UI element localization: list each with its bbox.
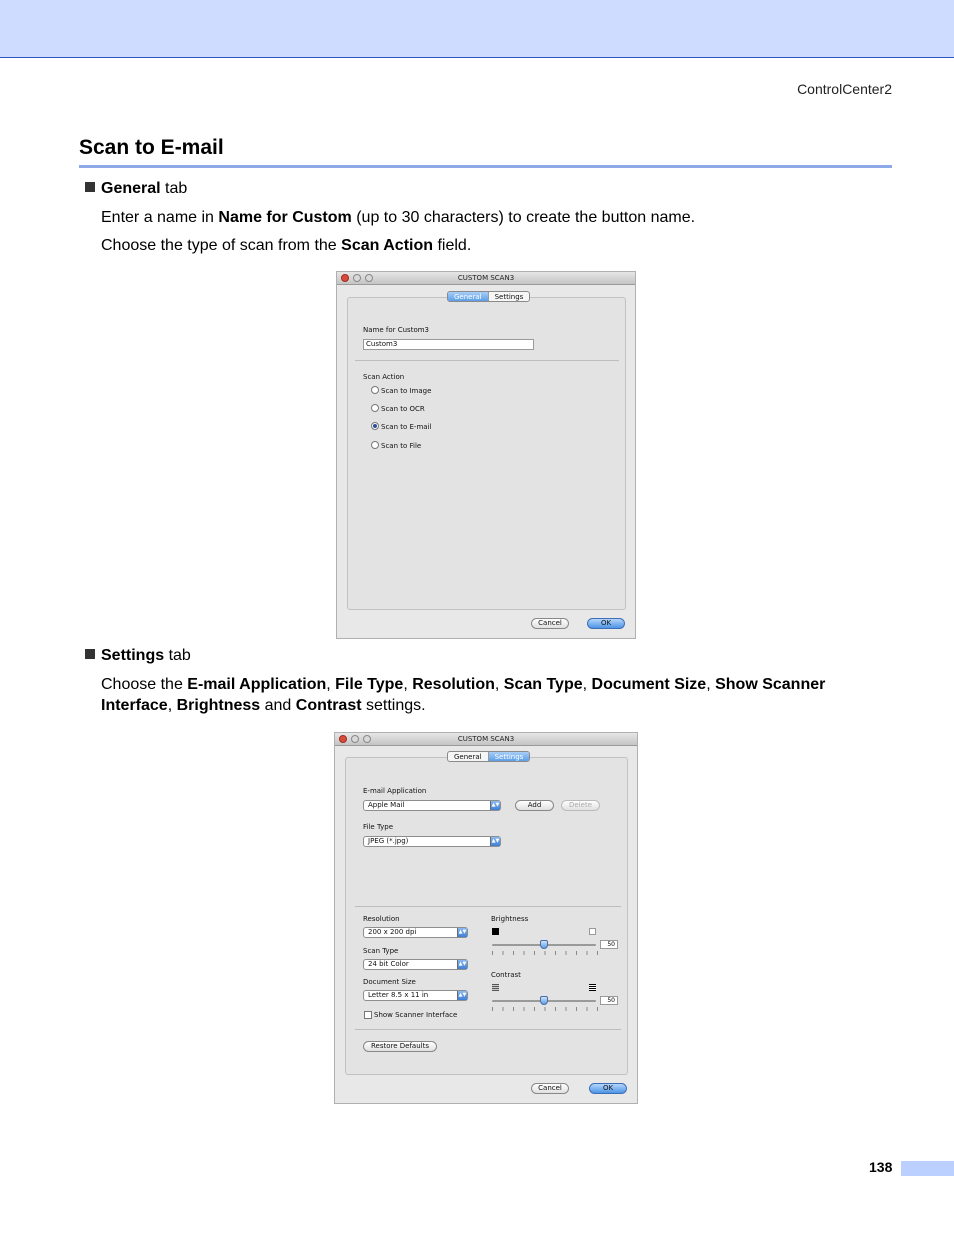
text: , [582, 676, 592, 693]
section-rule [79, 165, 892, 168]
ok-button[interactable]: OK [589, 1083, 627, 1094]
text: , [403, 676, 413, 693]
general-para-2 [101, 235, 471, 256]
bold-text: Document Size [591, 676, 707, 693]
brightness-slider-knob[interactable] [540, 940, 548, 949]
text: field. [433, 237, 472, 254]
text: , [167, 697, 177, 714]
delete-button[interactable]: Delete [561, 800, 600, 811]
resolution-popup[interactable] [363, 927, 468, 938]
radio-scan-to-image[interactable] [371, 386, 379, 394]
popup-value: Apple Mail [368, 801, 405, 809]
popup-arrows-icon: ▲▼ [491, 838, 500, 844]
popup-value: Letter 8.5 x 11 in [368, 991, 429, 999]
dialog-title: CUSTOM SCAN3 [457, 274, 515, 282]
page-number: 138 [869, 1159, 893, 1175]
text: settings. [361, 697, 426, 714]
tab-general[interactable]: General [448, 292, 488, 301]
settings-para [101, 674, 891, 716]
name-for-custom-label: Name for Custom3 [363, 326, 429, 334]
running-header: ControlCenter2 [797, 81, 892, 97]
bold-text: Scan Action [341, 237, 434, 254]
scan-type-popup[interactable] [363, 959, 468, 970]
popup-value: 200 x 200 dpi [368, 928, 417, 936]
scan-action-label: Scan Action [363, 373, 405, 381]
dialog-tabs [447, 751, 530, 762]
bold-text: Scan Type [503, 676, 583, 693]
text: Enter a name in [101, 209, 219, 226]
divider [355, 1029, 621, 1030]
popup-arrows-icon: ▲▼ [458, 961, 467, 967]
text: , [706, 676, 716, 693]
slider-ticks [492, 1007, 598, 1011]
popup-arrows-icon: ▲▼ [458, 992, 467, 998]
tab-settings[interactable]: Settings [488, 752, 530, 761]
page-tab-marker [901, 1161, 954, 1176]
scan-type-label: Scan Type [363, 947, 399, 955]
popup-value: JPEG (*.jpg) [368, 837, 409, 845]
contrast-value[interactable]: 50 [600, 996, 618, 1005]
top-header-band [0, 0, 954, 58]
tab-settings[interactable]: Settings [488, 292, 530, 301]
section-title: Scan to E-mail [79, 136, 224, 159]
text: (up to 30 characters) to create the button name. [351, 209, 696, 226]
general-para-1 [101, 207, 695, 228]
bold-text: Contrast [295, 697, 362, 714]
text: , [494, 676, 504, 693]
file-type-popup[interactable] [363, 836, 501, 847]
file-type-label: File Type [363, 823, 394, 831]
add-button[interactable]: Add [515, 800, 554, 811]
radio-scan-to-ocr[interactable] [371, 404, 379, 412]
tab-general[interactable]: General [454, 753, 482, 761]
brightness-light-icon [589, 928, 596, 935]
dialog-titlebar [337, 272, 635, 285]
general-tab-bullet [85, 180, 187, 198]
bullet-square-icon [85, 649, 95, 659]
text: Choose the type of scan from the [101, 237, 342, 254]
email-application-popup[interactable] [363, 800, 501, 811]
slider-ticks [492, 951, 598, 955]
brightness-dark-icon [492, 928, 499, 935]
email-application-label: E-mail Application [363, 787, 427, 795]
contrast-slider-knob[interactable] [540, 996, 548, 1005]
resolution-label: Resolution [363, 915, 400, 923]
settings-tab-bullet [85, 647, 191, 665]
bullet-square-icon [85, 182, 95, 192]
bold-text: File Type [335, 676, 404, 693]
contrast-low-icon [492, 984, 499, 991]
contrast-high-icon [589, 984, 596, 991]
dialog-titlebar [335, 733, 637, 746]
divider [355, 906, 621, 907]
restore-defaults-button[interactable]: Restore Defaults [363, 1041, 437, 1052]
dialog-tabs [447, 291, 530, 302]
bold-text: Name for Custom [218, 209, 352, 226]
cancel-button[interactable]: Cancel [531, 1083, 569, 1094]
popup-value: 24 bit Color [368, 960, 409, 968]
cancel-button[interactable]: Cancel [531, 618, 569, 629]
popup-arrows-icon: ▲▼ [491, 802, 500, 808]
radio-label: Scan to File [381, 442, 422, 450]
bold-text: Show Scanner Interface [101, 676, 826, 714]
radio-label: Scan to E-mail [381, 423, 432, 431]
custom-scan-dialog-settings [334, 732, 638, 1104]
radio-scan-to-email[interactable] [371, 422, 379, 430]
document-size-label: Document Size [363, 978, 416, 986]
brightness-value[interactable]: 50 [600, 940, 618, 949]
radio-label: Scan to Image [381, 387, 432, 395]
dialog-title: CUSTOM SCAN3 [457, 735, 515, 743]
bold-text: E-mail Application [187, 676, 327, 693]
bold-text: Brightness [176, 697, 261, 714]
show-scanner-interface-checkbox[interactable] [364, 1011, 372, 1019]
bullet-bold: Settings [101, 647, 165, 664]
brightness-label: Brightness [491, 915, 529, 923]
show-scanner-interface-label: Show Scanner Interface [374, 1011, 458, 1019]
ok-button[interactable]: OK [587, 618, 625, 629]
text: and [260, 697, 296, 714]
name-for-custom-input[interactable]: Custom3 [363, 339, 534, 350]
contrast-label: Contrast [491, 971, 521, 979]
bold-text: Resolution [412, 676, 495, 693]
bullet-bold: General [101, 180, 161, 197]
bullet-rest: tab [164, 647, 191, 664]
text: Choose the [101, 676, 188, 693]
bullet-rest: tab [160, 180, 188, 197]
text: , [326, 676, 336, 693]
radio-scan-to-file[interactable] [371, 441, 379, 449]
custom-scan-dialog-general [336, 271, 636, 639]
divider [355, 360, 619, 361]
radio-label: Scan to OCR [381, 405, 425, 413]
document-size-popup[interactable] [363, 990, 468, 1001]
popup-arrows-icon: ▲▼ [458, 929, 467, 935]
